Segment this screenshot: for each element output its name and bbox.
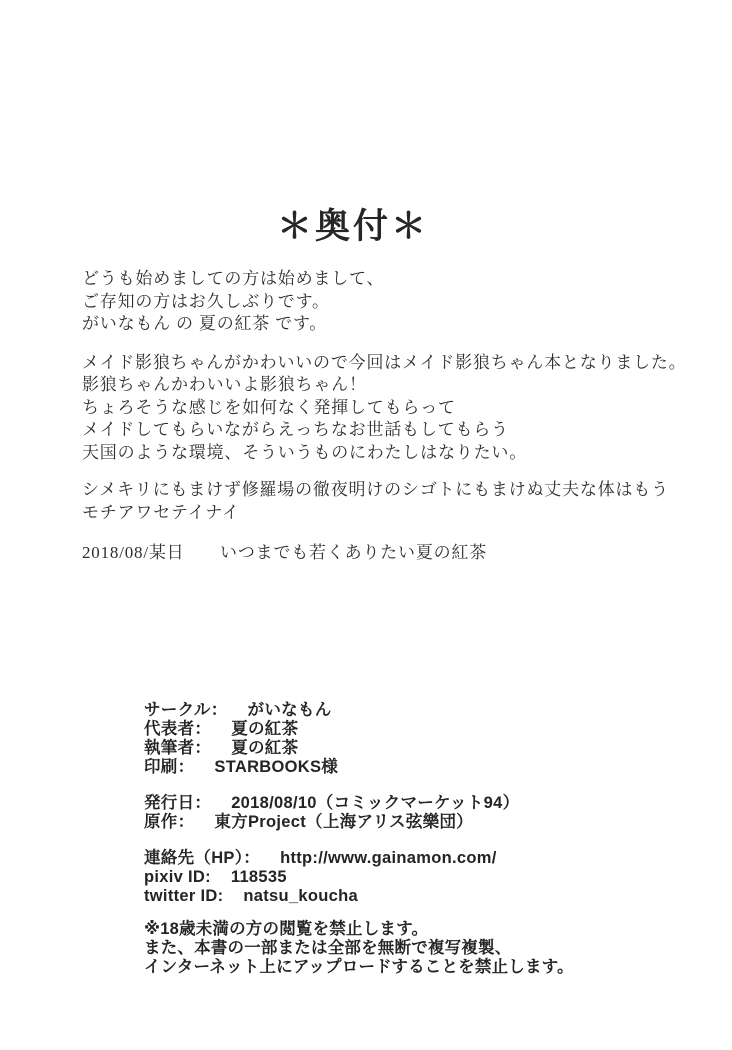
colophon-value: 2018/08/10（コミックマーケット94） xyxy=(231,794,520,812)
colophon-row-representative xyxy=(144,720,574,739)
date-paragraph xyxy=(82,542,687,565)
body-line: 天国のような環境、そういうものにわたしはなりたい。 xyxy=(82,442,527,462)
circle-info-group xyxy=(144,701,574,777)
page-title: ＊奥付＊ xyxy=(276,207,429,246)
warning-line: ※18歳未満の方の閲覧を禁止します。 xyxy=(144,920,429,938)
colophon-label: サークル： xyxy=(144,701,228,719)
colophon-value: natsu_koucha xyxy=(243,887,358,905)
body-line: ちょろそうな感じを如何なく発揮してもらって xyxy=(82,397,456,417)
colophon-label: 連絡先（HP）： xyxy=(144,849,261,867)
greeting-paragraph xyxy=(82,268,687,336)
colophon-row-twitter-id xyxy=(144,887,574,906)
colophon-label: 原作： xyxy=(144,813,195,831)
greeting-line: ご存知の方はお久しぶりです。 xyxy=(82,291,330,311)
colophon-row-publish-date xyxy=(144,794,574,813)
greeting-line: がいなもん の 夏の紅茶 です。 xyxy=(82,314,328,333)
colophon-label: 印刷： xyxy=(144,758,195,776)
colophon-value: STARBOOKS様 xyxy=(214,758,339,776)
colophon-row-pixiv-id xyxy=(144,868,574,887)
colophon-value: 118535 xyxy=(230,868,287,886)
colophon-row-contact-hp xyxy=(144,849,574,868)
colophon-block xyxy=(144,701,574,977)
body-line: メイド影狼ちゃんがかわいいので今回はメイド影狼ちゃん本となりました。 xyxy=(82,352,687,372)
warning-line: また、本書の一部または全部を無断で複写複製、 xyxy=(144,939,512,957)
greeting-line: どうも始めましての方は始めまして、 xyxy=(82,269,385,288)
colophon-value: 夏の紅茶 xyxy=(231,720,299,738)
body-paragraph xyxy=(82,352,687,465)
deadline-line: シメキリにもまけず修羅場の徹夜明けのシゴトにもまけぬ丈夫な体はもう xyxy=(82,480,669,499)
afterword-text xyxy=(82,268,687,565)
warning-line: インターネット上にアップロードすることを禁止します。 xyxy=(144,958,574,976)
colophon-row-author xyxy=(144,739,574,758)
deadline-paragraph xyxy=(82,479,687,524)
colophon-label: twitter ID: xyxy=(144,887,224,905)
colophon-row-circle xyxy=(144,701,574,720)
colophon-label: pixiv ID: xyxy=(144,868,211,886)
date-line: 2018/08/某日 いつまでも若くありたい夏の紅茶 xyxy=(82,543,488,562)
colophon-value: http://www.gainamon.com/ xyxy=(280,849,497,867)
colophon-value: 夏の紅茶 xyxy=(231,739,299,757)
colophon-value: 東方Project（上海アリス弦樂団） xyxy=(214,813,474,831)
colophon-label: 発行日： xyxy=(144,794,212,812)
colophon-label: 代表者： xyxy=(144,720,212,738)
deadline-line: モチアワセテイナイ xyxy=(82,502,240,522)
age-warning-block xyxy=(144,920,574,977)
body-line: 影狼ちゃんかわいいよ影狼ちゃん！ xyxy=(82,375,367,394)
contact-info-group xyxy=(144,849,574,906)
colophon-value: がいなもん xyxy=(247,701,332,719)
body-line: メイドしてもらいながらえっちなお世話もしてもらう xyxy=(82,420,509,439)
colophon-label: 執筆者： xyxy=(144,739,212,757)
colophon-row-original-work xyxy=(144,813,574,832)
colophon-row-printer xyxy=(144,758,574,777)
publication-info-group xyxy=(144,794,574,832)
